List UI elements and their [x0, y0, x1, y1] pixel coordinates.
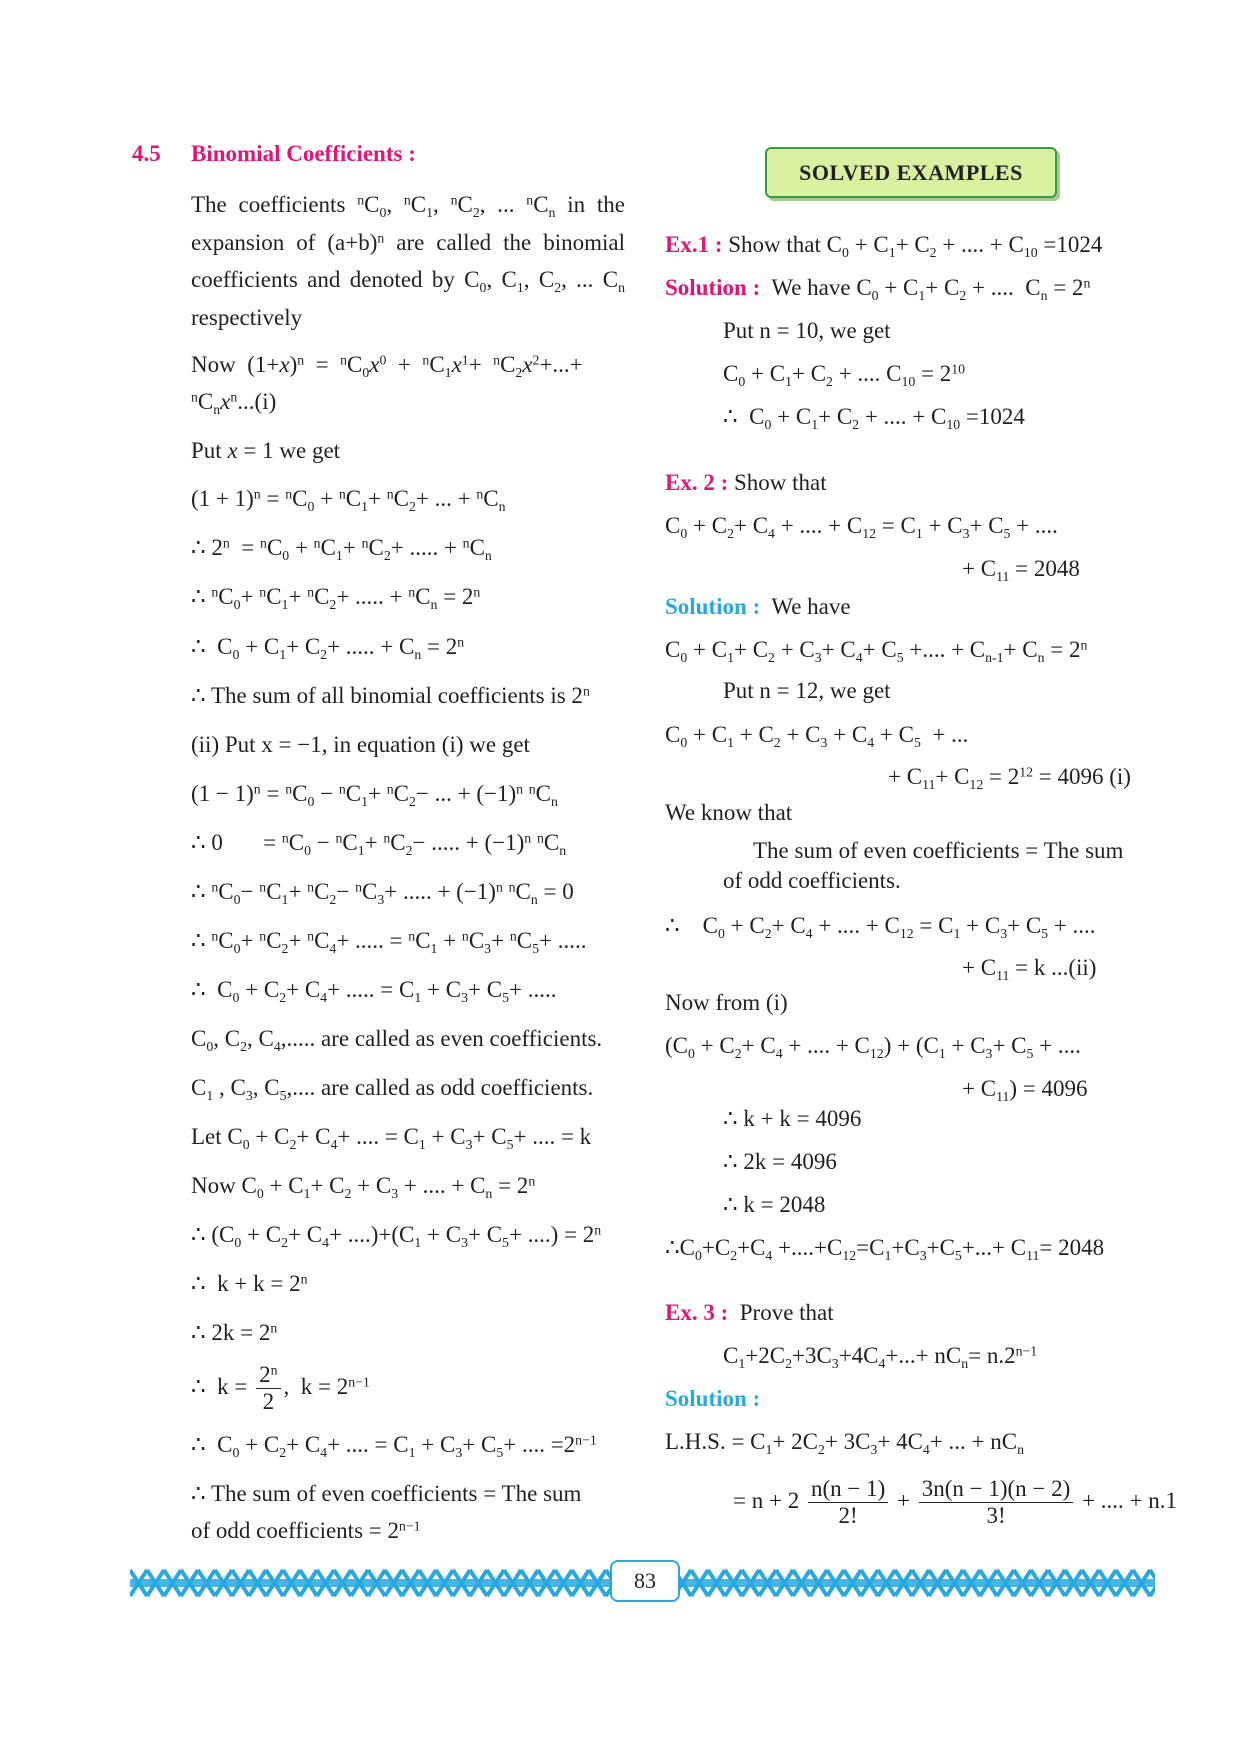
eq-line: $(1 - 1)^n = ^nC_0 - ^nC_1+ ^nC_2-$ ... + $(-1)^n$ $^nC_n$ [191, 781, 558, 809]
odd-coefficients-line: $C_1$ , $C_3$, $C_5$,.... are called as odd coefficients. [191, 1075, 594, 1103]
ex3-solution-label: Solution : [665, 1386, 761, 1411]
eq-line: ∴ $C_0 + C_2+ C_4$ + .... + $C_{12} = C_1 + C_3+ C_5$ + .... [665, 913, 1096, 941]
ex2-solution: Solution : We have [665, 594, 851, 619]
now-from-i: Now from (i) [665, 990, 788, 1015]
eq-line: Now $C_0 + C_1+ C_2 + C_3$ + .... + $C_n = 2^n$ [191, 1173, 536, 1201]
eq-line: Let $C_0 + C_2+ C_4+$ .... = $C_1 + C_3+ C_5+$ .... = k [191, 1124, 592, 1152]
eq-line: + $C_{11}+ C_{12} = 2^{12} = 4096$ (i) [888, 764, 1131, 792]
eq-line: ∴ 2k = 4096 [723, 1149, 837, 1174]
now-expansion-line1: Now $(1+x)^n = ^nC_0x^0 + ^nC_1x^1+ ^nC_2x^2+...+$ [191, 352, 583, 380]
eq-line: ∴ k = 2048 [723, 1192, 826, 1217]
eq-line: ∴ $C_0 + C_1+ C_2+$ ..... + $C_n = 2^n$ [191, 634, 465, 662]
intro-paragraph: The coefficients $^nC_0$, $^nC_1$, $^nC_2$, ... $^nC_n$ in the expansion of $(a+b)^n$ are called the binomial coefficients and denoted by $C_0$, $C_1$, $C_2$, ... $C_n$ respectively [191, 192, 625, 330]
put-x-1: Put x = 1 we get [191, 438, 341, 463]
eq-line: L.H.S. = $C_1+ 2C_2+ 3C_3+ 4C_4+$ ... + $nC_n$ [665, 1429, 1025, 1457]
put-n-12: Put n = 12, we get [723, 678, 891, 703]
eq-line: + $C_{11} = k$ ...(ii) [962, 955, 1097, 983]
section-number: 4.5 [132, 141, 161, 166]
eq-line: ∴ $^nC_0+ ^nC_2+ ^nC_4+$ ..... = $^nC_1 + ^nC_3+ ^nC_5+$ ..... [191, 928, 587, 956]
eq-line: ∴ $2k = 2^n$ [191, 1320, 278, 1345]
eq-line: ∴ $^nC_0- ^nC_1+ ^nC_2- ^nC_3+$ ..... + $(-1)^n$ $^nC_n = 0$ [191, 879, 574, 907]
eq-line: + $C_{11}) = 4096$ [962, 1076, 1088, 1104]
even-coefficients-line: $C_0$, $C_2$, $C_4$,..... are called as even coefficients. [191, 1026, 603, 1054]
sum-statement: ∴ The sum of all binomial coefficients is 2$^n$ [191, 683, 590, 708]
eq-line: $\therefore C_0+C_2+C_4 +....+C_{12}=C_1+C_3+C_5+...+ C_{11}= 2048$ [665, 1235, 1105, 1263]
page-number: 83 [610, 1560, 680, 1602]
now-expansion-line2: $^nC_nx^n...(i)$ [191, 389, 277, 417]
even-odd-statement-1: The sum of even coefficients = The sum [753, 838, 1124, 863]
eq-line: ∴ $C_0 + C_2+ C_4+$ ..... = $C_1 + C_3+ C_5+$ ..... [191, 977, 557, 1005]
eq-line: $(1 + 1)^n = ^nC_0 + ^nC_1+ ^nC_2+$ ... + $^nC_n$ [191, 486, 506, 514]
ex3-statement: Ex. 3 : Prove that [665, 1300, 834, 1325]
eq-line: + $C_{11} = 2048$ [962, 556, 1080, 584]
eq-line: $C_0 + C_1 + C_2 + C_3 + C_4 + C_5$ + ... [665, 722, 969, 750]
eq-line: $C_0 + C_1+ C_2 + C_3+ C_4+ C_5$ +.... + $C_{n-1}+ C_n = 2^n$ [665, 637, 1088, 665]
we-know-that: We know that [665, 800, 793, 825]
ex2-statement: Ex. 2 : Show that [665, 470, 827, 495]
eq-line: $C_0 + C_2+ C_4$ + .... + $C_{12} = C_1 + C_3+ C_5$ + .... [665, 513, 1058, 541]
eq-line-fractions: = n + 2 $\frac{n(n - 1)}{2!}$ + $\frac{3n(n - 1)(n - 2)}{3!}$ + .... + n.1 [733, 1476, 1178, 1529]
conclusion-line1: ∴ The sum of even coefficients = The sum [191, 1481, 582, 1506]
eq-line: ∴ $C_0 + C_1+ C_2$ + .... + $C_{10} =1024$ [723, 404, 1025, 432]
even-odd-statement-2: of odd coefficients. [723, 868, 901, 893]
eq-line: $C_1+2C_2+3C_3+4C_4+...+ nC_n= n.2^{n-1}$ [723, 1343, 1038, 1371]
solved-examples-banner: SOLVED EXAMPLES [765, 147, 1057, 198]
ex1-statement: Ex.1 : Show that $C_0 + C_1+ C_2$ + .... + $C_{10} =1024$ [665, 232, 1103, 260]
section-title: Binomial Coefficients : [191, 141, 416, 166]
eq-line: ∴ 0 = $^nC_0 - ^nC_1+ ^nC_2-$ ..... + $(-1)^n$ $^nC_n$ [191, 830, 567, 858]
eq-line: ∴ $(C_0 + C_2+ C_4+ ....)+(C_1 + C_3+ C_5+$ ....) = $2^n$ [191, 1222, 602, 1250]
put-n-10: Put n = 10, we get [723, 318, 891, 343]
eq-line: ∴ $^nC_0+ ^nC_1+ ^nC_2+$ ..... + $^nC_n = 2^n$ [191, 584, 481, 612]
put-x-minus-1: (ii) Put x = −1, in equation (i) we get [191, 732, 530, 757]
eq-line-fraction: ∴ k = $\frac{2^n}{2}$ , $k = 2^{n-1}$ [191, 1362, 370, 1415]
conclusion-line2: of odd coefficients = $2^{n-1}$ [191, 1518, 421, 1543]
eq-line: $C_0 + C_1+ C_2$ + .... $C_{10} = 2^{10}$ [723, 361, 966, 389]
eq-line: ∴ $C_0 + C_2+ C_4+$ .... = $C_1 + C_3+ C_5+$ .... $=2^{n-1}$ [191, 1432, 597, 1460]
eq-line: ∴ $k + k = 2^n$ [191, 1271, 308, 1296]
ex1-solution: Solution : We have $C_0 + C_1+ C_2$ + .... $C_n = 2^n$ [665, 275, 1091, 303]
eq-line: ∴ k + k = 4096 [723, 1106, 862, 1131]
eq-line: ($C_0 + C_2+ C_4$ + .... + $C_{12}) + (C_1 + C_3+ C_5$ + .... [665, 1033, 1081, 1061]
eq-line: ∴ $2^n = ^nC_0 + ^nC_1+ ^nC_2+$ ..... + $^nC_n$ [191, 535, 492, 563]
